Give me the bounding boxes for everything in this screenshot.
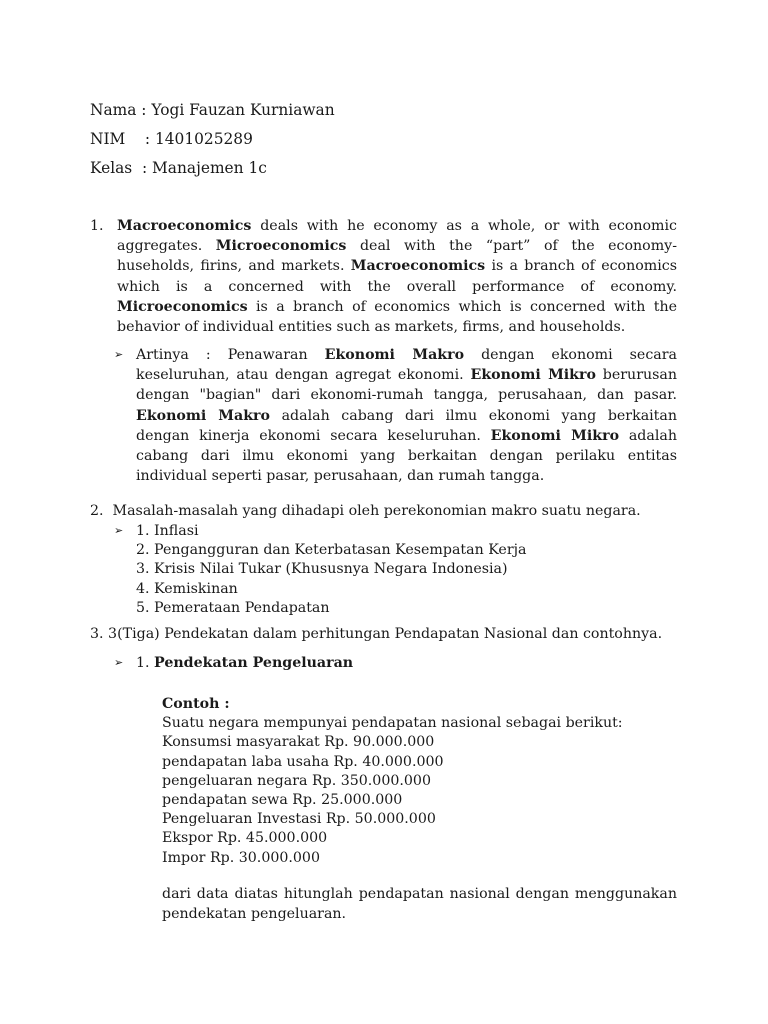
- question-2-heading: 2. Masalah-masalah yang dihadapi oleh perekonomian makro suatu negara.: [90, 503, 641, 519]
- list-item: 2. Pengangguran dan Keterbatasan Kesempatan Kerja: [136, 542, 527, 559]
- example-block: [162, 695, 623, 868]
- list-item: 3. Krisis Nilai Tukar (Khususnya Negara Indonesia): [136, 561, 508, 578]
- question-1-answer: Macroeconomics deals with he economy as a whole, or with economic aggregates. Microeconomics deal with the “part” of the economy-huseholds, firins, and markets. Macroeconomics is a branch of economics which is a concerned with the overall performance of economy. Microeconomics is a branch of economics which is concerned with the behavior of individual entities such as markets, firms, and households.: [117, 218, 677, 336]
- example-line: pengeluaran negara Rp. 350.000.000: [162, 772, 431, 789]
- student-class: Kelas : Manajemen 1c: [90, 159, 267, 177]
- term-microeconomics: Microeconomics: [117, 298, 248, 315]
- example-line: Ekspor Rp. 45.000.000: [162, 830, 328, 847]
- translation-paragraph: Artinya : Penawaran Ekonomi Makro dengan ekonomi secara keseluruhan, atau dengan agregat ekonomi. Ekonomi Mikro berurusan dengan "bagian" dari ekonomi-rumah tangga, perusahaan, dan pasar. Ekonomi Makro adalah cabang dari ilmu ekonomi yang berkaitan dengan kinerja ekonomi secara keseluruhan. Ekonomi Mikro adalah cabang dari ilmu ekonomi yang berkaitan dengan perilaku entitas individual seperti pasar, perusahaan, dan rumah tangga.: [136, 347, 677, 485]
- example-label: Contoh :: [162, 696, 230, 712]
- example-line: Pengeluaran Investasi Rp. 50.000.000: [162, 811, 436, 828]
- example-line: pendapatan laba usaha Rp. 40.000.000: [162, 753, 444, 770]
- list-item: 4. Kemiskinan: [136, 580, 238, 597]
- arrow-bullet-icon: ➢: [114, 656, 124, 669]
- example-line: Suatu negara mempunyai pendapatan nasional sebagai berikut:: [162, 715, 623, 732]
- example-line: Impor Rp. 30.000.000: [162, 849, 320, 866]
- student-nim: NIM : 1401025289: [90, 130, 253, 148]
- list-item: 1. Inflasi: [136, 523, 199, 539]
- term-macroeconomics: Macroeconomics: [350, 258, 486, 275]
- arrow-bullet-icon: ➢: [114, 348, 124, 361]
- arrow-bullet-icon: ➢: [114, 524, 124, 537]
- problem-list: [136, 522, 526, 618]
- question-1-number: 1.: [90, 218, 104, 234]
- example-line: Konsumsi masyarakat Rp. 90.000.000: [162, 734, 435, 751]
- list-item: 5. Pemerataan Pendapatan: [136, 599, 330, 616]
- example-question: dari data diatas hitunglah pendapatan nasional dengan menggunakan pendekatan pengeluaran.: [162, 886, 677, 922]
- term-macroeconomics: Macroeconomics: [117, 218, 252, 234]
- approach-title: 1. Pendekatan Pengeluaran: [136, 655, 354, 671]
- question-3-heading: 3. 3(Tiga) Pendekatan dalam perhitungan Pendapatan Nasional dan contohnya.: [90, 626, 663, 642]
- student-name: Nama : Yogi Fauzan Kurniawan: [90, 101, 335, 119]
- example-line: pendapatan sewa Rp. 25.000.000: [162, 791, 403, 808]
- term-microeconomics: Microeconomics: [215, 238, 347, 255]
